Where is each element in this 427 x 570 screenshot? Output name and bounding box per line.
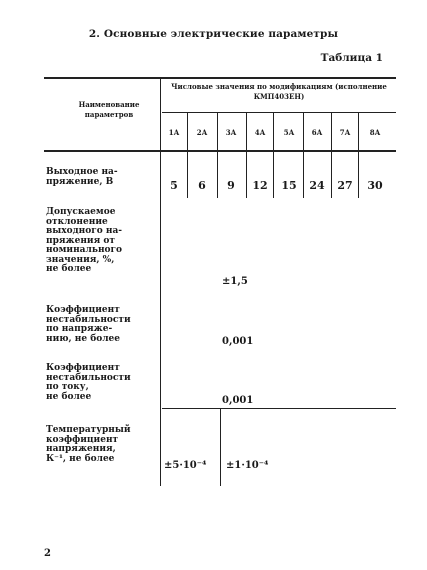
column-rule [187,113,188,198]
cell-value: 24 [309,179,325,192]
cell-value: 9 [227,179,235,192]
row-param-name: Температурный коэффициент напряжения, К⁻¹, не более [46,425,131,464]
last-row-divider [220,408,221,486]
table-top-rule [44,77,396,79]
header-values: Числовые значения по модификациям (исполнение КМП403ЕН) [171,82,387,101]
spanned-value: 0,001 [222,395,254,406]
column-header: 6А [311,128,323,137]
spanned-value: 0,001 [222,336,254,347]
table-caption: Таблица 1 [320,52,383,64]
column-header: 3А [225,128,237,137]
row-param-name: Коэффициент нестабильности по напряже- нию, не более [46,305,131,344]
column-header: 5А [283,128,295,137]
cell-value-rest: ±1·10⁻⁴ [226,460,269,471]
last-row-rule [162,408,396,409]
column-header: 4А [254,128,266,137]
row-param-name: Коэффициент нестабильности по току, не более [46,363,131,402]
cell-value: 15 [281,179,297,192]
column-rule [358,113,359,198]
cell-value: 12 [252,179,268,192]
column-rule [273,113,274,198]
row-param-name: Выходное на- пряжение, В [46,167,118,187]
spanned-value: ±1,5 [222,276,248,287]
column-header: 8А [369,128,381,137]
cell-value: 5 [170,179,178,192]
column-header: 2А [196,128,208,137]
header-subrule [162,112,396,113]
header-bottom-rule [44,150,396,152]
cell-value: 30 [367,179,383,192]
cell-value-1a: ±5·10⁻⁴ [164,460,207,471]
header-param: Наименование параметров [78,100,140,119]
column-header: 1А [168,128,180,137]
cell-value: 27 [337,179,353,192]
cell-value: 6 [198,179,206,192]
row-param-name: Допускаемое отклонение выходного на- пряжения от номинального значения, %, не более [46,207,123,274]
column-header: 7А [339,128,351,137]
param-column-rule [160,78,161,486]
page-number: 2 [44,548,51,559]
section-title: 2. Основные электрические параметры [88,28,339,40]
